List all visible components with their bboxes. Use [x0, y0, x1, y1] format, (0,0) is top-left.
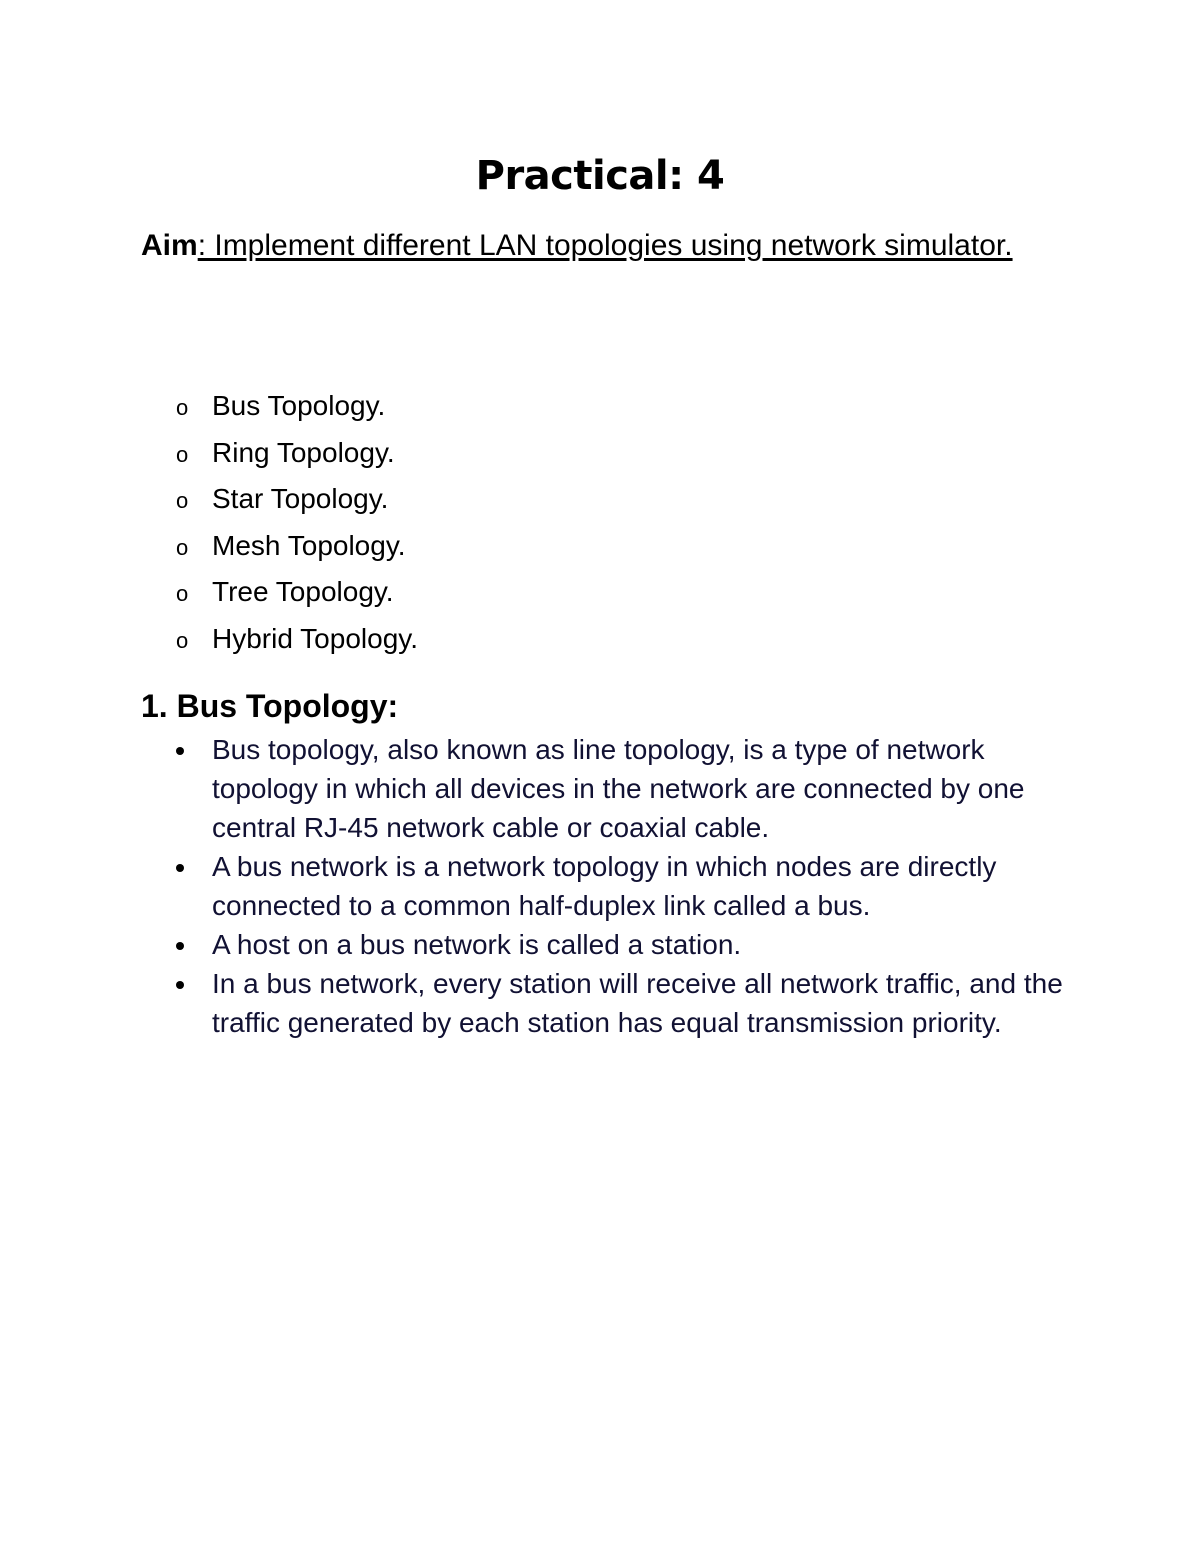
bus-topology-bullets [176, 730, 1076, 1042]
list-marker: o [176, 534, 189, 560]
list-item [176, 570, 418, 617]
bullet-item [176, 847, 1076, 925]
list-item [176, 477, 418, 524]
bullet-dot-icon [176, 730, 212, 769]
bullet-text: In a bus network, every station will receive all network traffic, and the traffic generated by each station has equal transmission priority. [212, 968, 1063, 1038]
list-item [176, 384, 418, 431]
list-item [176, 617, 418, 664]
bullet-text: A host on a bus network is called a station. [212, 929, 742, 960]
list-marker: o [176, 441, 189, 467]
list-item-text: Star Topology. [212, 483, 389, 515]
aim-text: : Implement different LAN topologies using network simulator. [197, 229, 1013, 262]
list-marker: o [176, 395, 189, 420]
aim-label: Aim [141, 229, 198, 262]
list-marker: o [176, 627, 189, 653]
bullet-item [176, 964, 1076, 1042]
section-heading-bus-topology: 1. Bus Topology: [141, 688, 399, 724]
bullet-dot-icon [176, 847, 212, 886]
list-item [176, 431, 418, 478]
list-marker: o [176, 488, 189, 514]
list-item-text: Hybrid Topology. [212, 622, 418, 654]
aim-paragraph [141, 224, 1041, 268]
list-item-text: Ring Topology. [212, 436, 395, 468]
topology-list [176, 384, 418, 664]
bullet-item [176, 925, 1076, 964]
page-title: Practical: 4 [475, 153, 725, 199]
bullet-dot-icon [176, 964, 212, 1003]
bullet-text: Bus topology, also known as line topology, is a type of network topology in which all devices in the network are connected by one central RJ-45 network cable or coaxial cable. [212, 734, 1025, 843]
list-item-text: Tree Topology. [212, 576, 394, 608]
list-item-text: Mesh Topology. [212, 529, 406, 561]
list-item [176, 524, 418, 571]
list-marker: o [176, 581, 189, 607]
bullet-dot-icon [176, 925, 212, 964]
bullet-item [176, 730, 1076, 847]
list-item-text: Bus Topology. [212, 390, 386, 421]
bullet-text: A bus network is a network topology in which nodes are directly connected to a common half-duplex link called a bus. [212, 851, 997, 921]
